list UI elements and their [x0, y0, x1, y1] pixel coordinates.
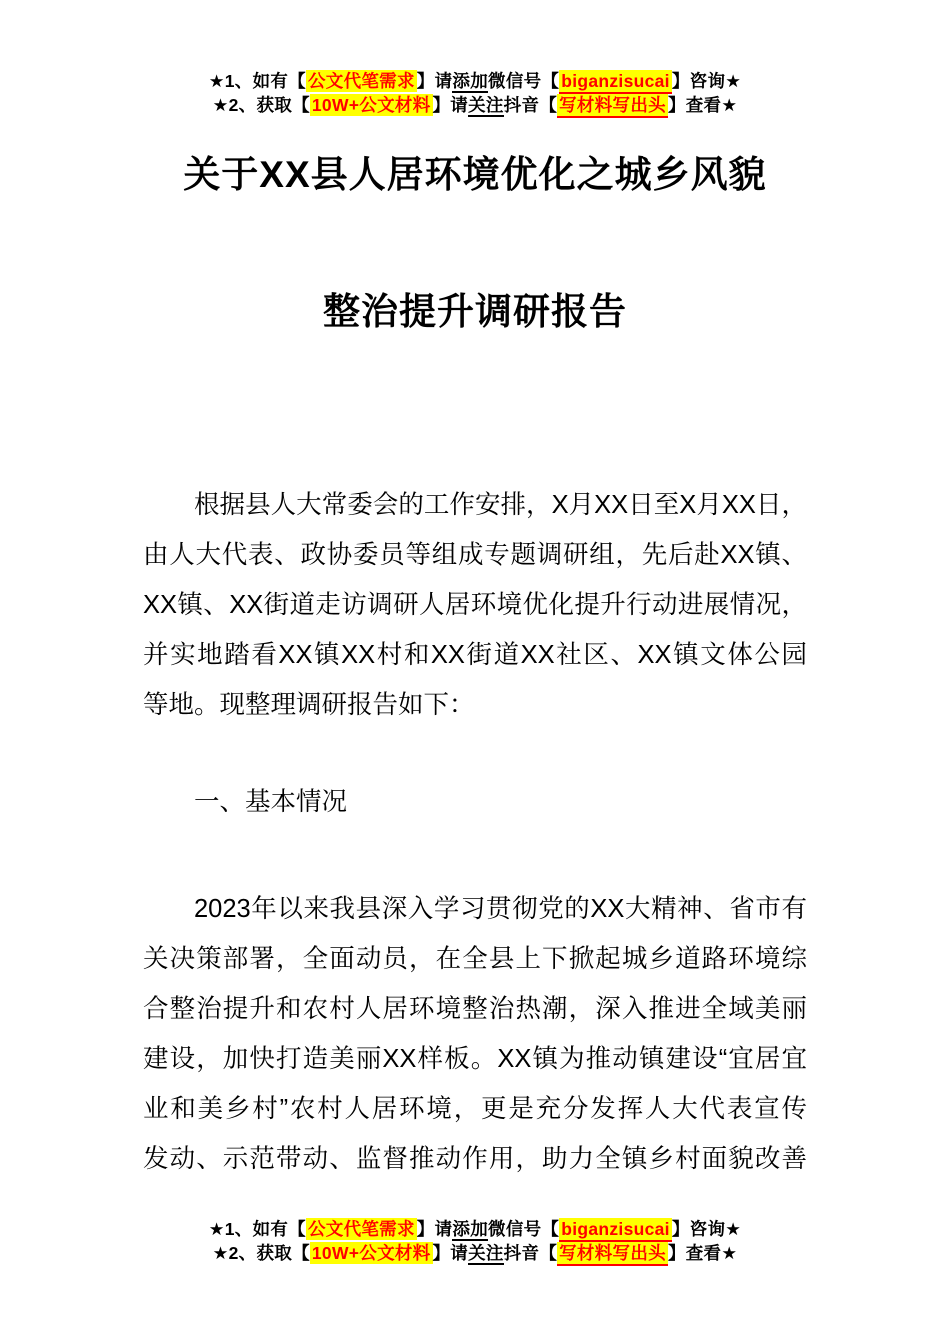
- paragraph-1: [143, 480, 807, 730]
- paragraph-1-line: XX镇、XX街道走访调研人居环境优化提升行动进展情况，: [143, 591, 807, 619]
- promo-text-segment: ★1、如有【: [208, 1219, 306, 1239]
- paragraph-1-line: 等地。现整理调研报告如下：: [143, 691, 475, 719]
- promo-text-segment: 抖音【: [503, 95, 558, 115]
- header-promo-line-1: [0, 69, 950, 93]
- document-body: [143, 480, 807, 1184]
- footer-promo-banner: [0, 1217, 950, 1265]
- document-title-line-1: 关于XX县人居环境优化之城乡风貌: [183, 154, 767, 195]
- promo-text-segment: 】查看★: [667, 95, 738, 115]
- paragraph-2-line: 发动、示范带动、监督推动作用，助力全镇乡村面貌改善: [143, 1145, 807, 1173]
- paragraph-1-line: 并实地踏看XX镇XX村和XX街道XX社区、XX镇文体公园: [143, 641, 807, 669]
- promo-text-segment: 】请: [416, 71, 453, 91]
- paragraph-2-line: 2023年以来我县深入学习贯彻党的XX大精神、省市有: [194, 895, 807, 923]
- materials-highlight: 10W+公文材料: [311, 1243, 431, 1263]
- douyin-name-highlight: 写材料写出头: [557, 94, 668, 118]
- paragraph-1-line: 由人大代表、政协委员等组成专题调研组，先后赴XX镇、: [143, 541, 807, 569]
- footer-promo-line-1: [0, 1217, 950, 1241]
- footer-promo-line-2: [0, 1241, 950, 1265]
- document-title-line-2: 整治提升调研报告: [323, 291, 627, 332]
- header-promo-banner: [0, 0, 950, 117]
- paragraph-2-line: 业和美乡村”农村人居环境，更是充分发挥人大代表宣传: [143, 1095, 807, 1123]
- paragraph-2-line: 建设，加快打造美丽XX样板。XX镇为推动镇建设“宜居宜: [143, 1045, 807, 1073]
- promo-text-segment: 】请: [432, 95, 469, 115]
- writing-service-highlight: 公文代笔需求: [307, 1219, 415, 1239]
- paragraph-2-line: 关决策部署，全面动员，在全县上下掀起城乡道路环境综: [143, 945, 807, 973]
- promo-text-segment: ★1、如有【: [208, 71, 306, 91]
- promo-text-segment: 】咨询★: [671, 1219, 742, 1239]
- add-action-underline: 添加: [452, 71, 489, 91]
- promo-text-segment: 微信号【: [488, 1219, 560, 1239]
- promo-text-segment: 】咨询★: [671, 71, 742, 91]
- douyin-name-highlight: 写材料写出头: [557, 1242, 668, 1266]
- paragraph-1-line: 根据县人大常委会的工作安排，X月XX日至X月XX日，: [194, 491, 807, 519]
- promo-text-segment: 】请: [432, 1243, 469, 1263]
- section-heading-1: 一、基本情况: [194, 788, 348, 816]
- wechat-id-highlight: biganzisucai: [559, 70, 672, 94]
- promo-text-segment: 】请: [416, 1219, 453, 1239]
- promo-text-segment: ★2、获取【: [212, 1243, 310, 1263]
- wechat-id-highlight: biganzisucai: [559, 1218, 672, 1242]
- promo-text-segment: 】查看★: [667, 1243, 738, 1263]
- follow-action-underline: 关注: [468, 95, 504, 115]
- writing-service-highlight: 公文代笔需求: [307, 71, 415, 91]
- header-promo-line-2: [0, 93, 950, 117]
- promo-text-segment: 抖音【: [503, 1243, 558, 1263]
- materials-highlight: 10W+公文材料: [311, 95, 431, 115]
- add-action-underline: 添加: [452, 1219, 489, 1239]
- promo-text-segment: ★2、获取【: [212, 95, 310, 115]
- paragraph-2: [143, 884, 807, 1184]
- paragraph-2-line: 合整治提升和农村人居环境整治热潮，深入推进全域美丽: [143, 995, 807, 1023]
- promo-text-segment: 微信号【: [488, 71, 560, 91]
- follow-action-underline: 关注: [468, 1243, 504, 1263]
